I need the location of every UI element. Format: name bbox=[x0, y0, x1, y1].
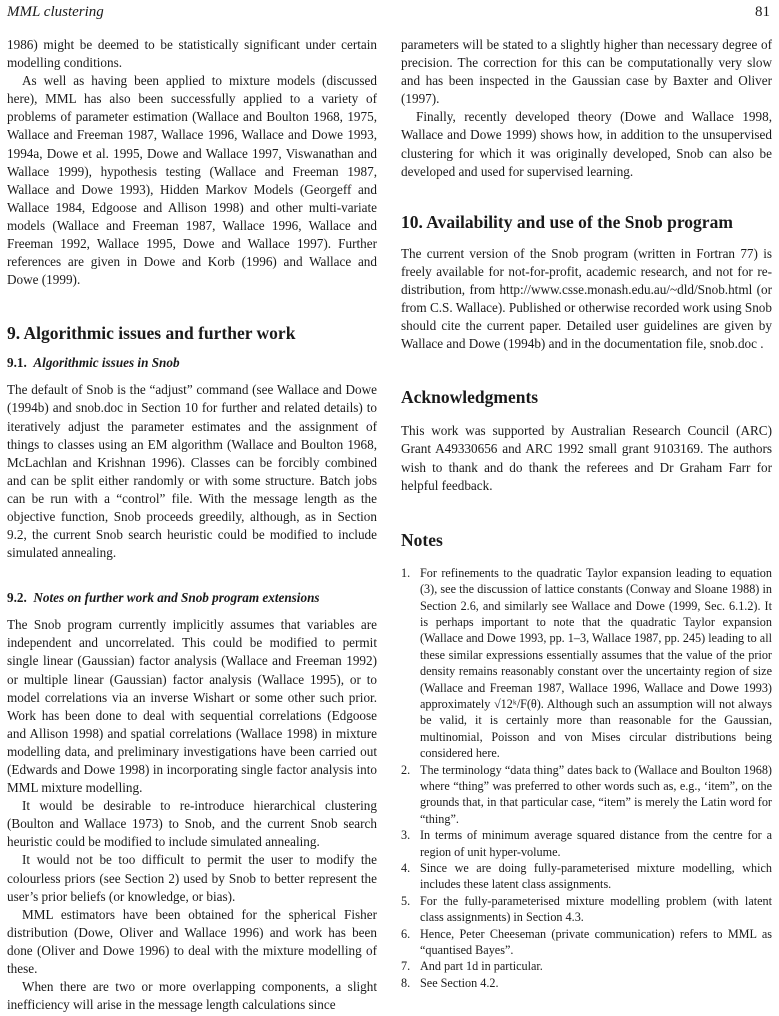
paragraph: It would be desirable to re-introduce hierarchical clustering (Boulton and Wallace 1973) to Snob, and the current Snob search heuristic could be modified to include simulated annealing. bbox=[7, 798, 377, 850]
subsection-number: 9.1. bbox=[7, 355, 27, 371]
paragraph: It would not be too difficult to permit the user to modify the colourless priors (see Section 2) used by Snob to better represent the user’s prior beliefs (or knowledge, or bias). bbox=[7, 852, 377, 904]
note-item bbox=[401, 958, 772, 974]
right-column bbox=[401, 36, 772, 991]
running-head: MML clustering bbox=[7, 4, 104, 20]
paragraph: When there are two or more overlapping components, a slight inefficiency will arise in the message length calculations since bbox=[7, 979, 377, 1013]
subsection-heading-9-2 bbox=[7, 589, 377, 607]
note-text: For refinements to the quadratic Taylor expansion leading to equation (3), see the discussion of lattice constants (Conway and Sloane 1988) in Section 2.6, and similarly see Wallace and Dowe (1999, Sec. 6.1.2). It is perhaps important to note that the quadratic Taylor expansion (Wallace and Dowe 1993, pp. 1–3, Wallace 1987, pp. 245) leading to all these similar expressions essentially assumes that the value of the prior density remains reasonably constant over the uncertainty region of size (Wallace and Freeman 1987, Wallace 1996, Wallace and Dowe 1993) approximately √12ᵏ/F(θ). Although such an assumption will not always be valid, it is certainly more than reasonable for the Gaussian, multinomial, Poisson and von Mises circular distributions being considered here. bbox=[420, 565, 772, 761]
acknowledgments-heading: Acknowledgments bbox=[401, 387, 539, 408]
note-number: 4. bbox=[401, 861, 411, 875]
paragraph: The Snob program currently implicitly assumes that variables are independent and uncorrelated. This could be modified to permit single linear (Gaussian) factor analysis (Wallace and Freeman 1992) or multiple linear (Gaussian) factor analysis (Wallace 1995), or to model correlations via an inverse Wishart or some other such prior. Work has been done to deal with sequential correlations (Edgoose and Allison 1998) and spatial correlations (Wallace 1998) in mixture modelling data, and preliminary investigations have been carried out (Edwards and Dowe 1998) in incorporating single factor analysis into MML mixture modelling. bbox=[7, 617, 377, 796]
note-text: For the fully-parameterised mixture modelling problem (with latent class assignments) in Section 4.3. bbox=[420, 893, 772, 925]
paragraph: MML estimators have been obtained for the spherical Fisher distribution (Dowe, Oliver and Wallace 1996) and work has been done (Oliver and Dowe 1996) to deal with the mixture modelling of these. bbox=[7, 906, 377, 977]
note-item bbox=[401, 893, 772, 926]
note-number: 5. bbox=[401, 893, 411, 908]
notes-list bbox=[401, 565, 772, 992]
page-number: 81 bbox=[755, 4, 770, 20]
note-text: Hence, Peter Cheeseman (private communication) refers to MML as “quantised Bayes”. bbox=[420, 926, 772, 958]
note-number: 2. bbox=[401, 762, 411, 777]
note-number: 1. bbox=[401, 565, 411, 580]
note-number: 7. bbox=[401, 959, 411, 974]
note-number: 6. bbox=[401, 926, 411, 941]
note-text: In terms of minimum average squared distance from the centre for a region of unit hyper-volume. bbox=[420, 828, 772, 859]
section-heading-9: 9. Algorithmic issues and further work bbox=[7, 323, 296, 344]
subsection-title: Notes on further work and Snob program extensions bbox=[33, 590, 320, 606]
paragraph: The default of Snob is the “adjust” command (see Wallace and Dowe (1994b) and snob.doc in Section 10 for further and related details) to iteratively adjust the parameter estimates and the assignment of things to classes using an EM algorithm (Wallace and Boulton 1968, McLachlan and Krishnan 1996). Classes can be forcibly combined and can be split either randomly or with some structure. Batch jobs can be run with a “control” file. With the message length as the objective function, Snob proceeds greedily, although, as in Section 9.2, the current Snob search heuristic could be modified to include simulated annealing. bbox=[7, 382, 377, 561]
note-item bbox=[401, 827, 772, 860]
note-number: 3. bbox=[401, 828, 411, 843]
note-item bbox=[401, 860, 772, 893]
section-heading-10: 10. Availability and use of the Snob program bbox=[401, 211, 733, 232]
subsection-number: 9.2. bbox=[7, 590, 27, 606]
paragraph: This work was supported by Australian Research Council (ARC) Grant A49330656 and ARC 1992 small grant 9103169. The authors wish to thank and do thank the referees and Dr Graham Farr for helpful feedback. bbox=[401, 423, 772, 493]
paragraph: Finally, recently developed theory (Dowe and Wallace 1998, Wallace and Dowe 1999) shows how, in addition to the unsupervised clustering for which it was originally developed, Snob can also be developed and used for supervised learning. bbox=[401, 109, 772, 179]
note-text: And part 1d in particular. bbox=[420, 959, 543, 974]
note-number: 8. bbox=[401, 975, 411, 990]
paragraph: parameters will be stated to a slightly higher than necessary degree of precision. The correction for this can be computationally very slow and has been inspected in the Gaussian case by Baxter and Oliver (1997). bbox=[401, 37, 772, 107]
left-column bbox=[7, 36, 377, 1014]
note-item bbox=[401, 565, 772, 762]
paragraph: The current version of the Snob program (written in Fortran 77) is freely available for not-for-profit, academic research, and not for re-distribution, from http://www.csse.monash.edu.au/~dld/Snob.html (or from C.S. Wallace). Published or otherwise recorded work using Snob should cite the current paper. Detailed user guidelines are given by Wallace and Dowe (1994b) and in the documentation file, snob.doc . bbox=[401, 245, 772, 352]
note-text: Since we are doing fully-parameterised mixture modelling, which includes these latent class assignments. bbox=[420, 861, 772, 892]
note-text: The terminology “data thing” dates back to (Wallace and Boulton 1968) where “thing” was preferred to other words such as, e.g., ‘item”, on the grounds that, in that particular case, “item” is merely the Latin word for “thing”. bbox=[420, 762, 772, 826]
note-item bbox=[401, 975, 772, 991]
note-item bbox=[401, 926, 772, 959]
note-text: See Section 4.2. bbox=[420, 975, 499, 990]
note-item bbox=[401, 762, 772, 828]
paragraph: As well as having been applied to mixture models (discussed here), MML has also been successfully applied to a variety of problems of parameter estimation (Wallace and Boulton 1968, 1975, Wallace and Freeman 1987, Wallace 1996, Wallace and Dowe 1993, 1994a, Dowe et al. 1995, Dowe and Wallace 1997, Viswanathan and Wallace 1999), hypothesis testing (Wallace and Freeman 1987, Wallace and Dowe 1993), Hidden Markov Models (Georgeff and Wallace 1984, Edgoose and Allison 1998) and other multi-variate models (Wallace and Freeman 1987, Wallace 1996, Wallace and Freeman 1992, Wallace 1995, Dowe and Wallace 1997). Further references are given in Dowe and Korb (1996) and Wallace and Dowe (1999). bbox=[7, 73, 377, 288]
notes-heading: Notes bbox=[401, 529, 443, 550]
subsection-heading-9-1 bbox=[7, 354, 377, 372]
subsection-title: Algorithmic issues in Snob bbox=[33, 355, 180, 371]
paragraph: 1986) might be deemed to be statistically significant under certain modelling conditions. bbox=[7, 37, 377, 71]
